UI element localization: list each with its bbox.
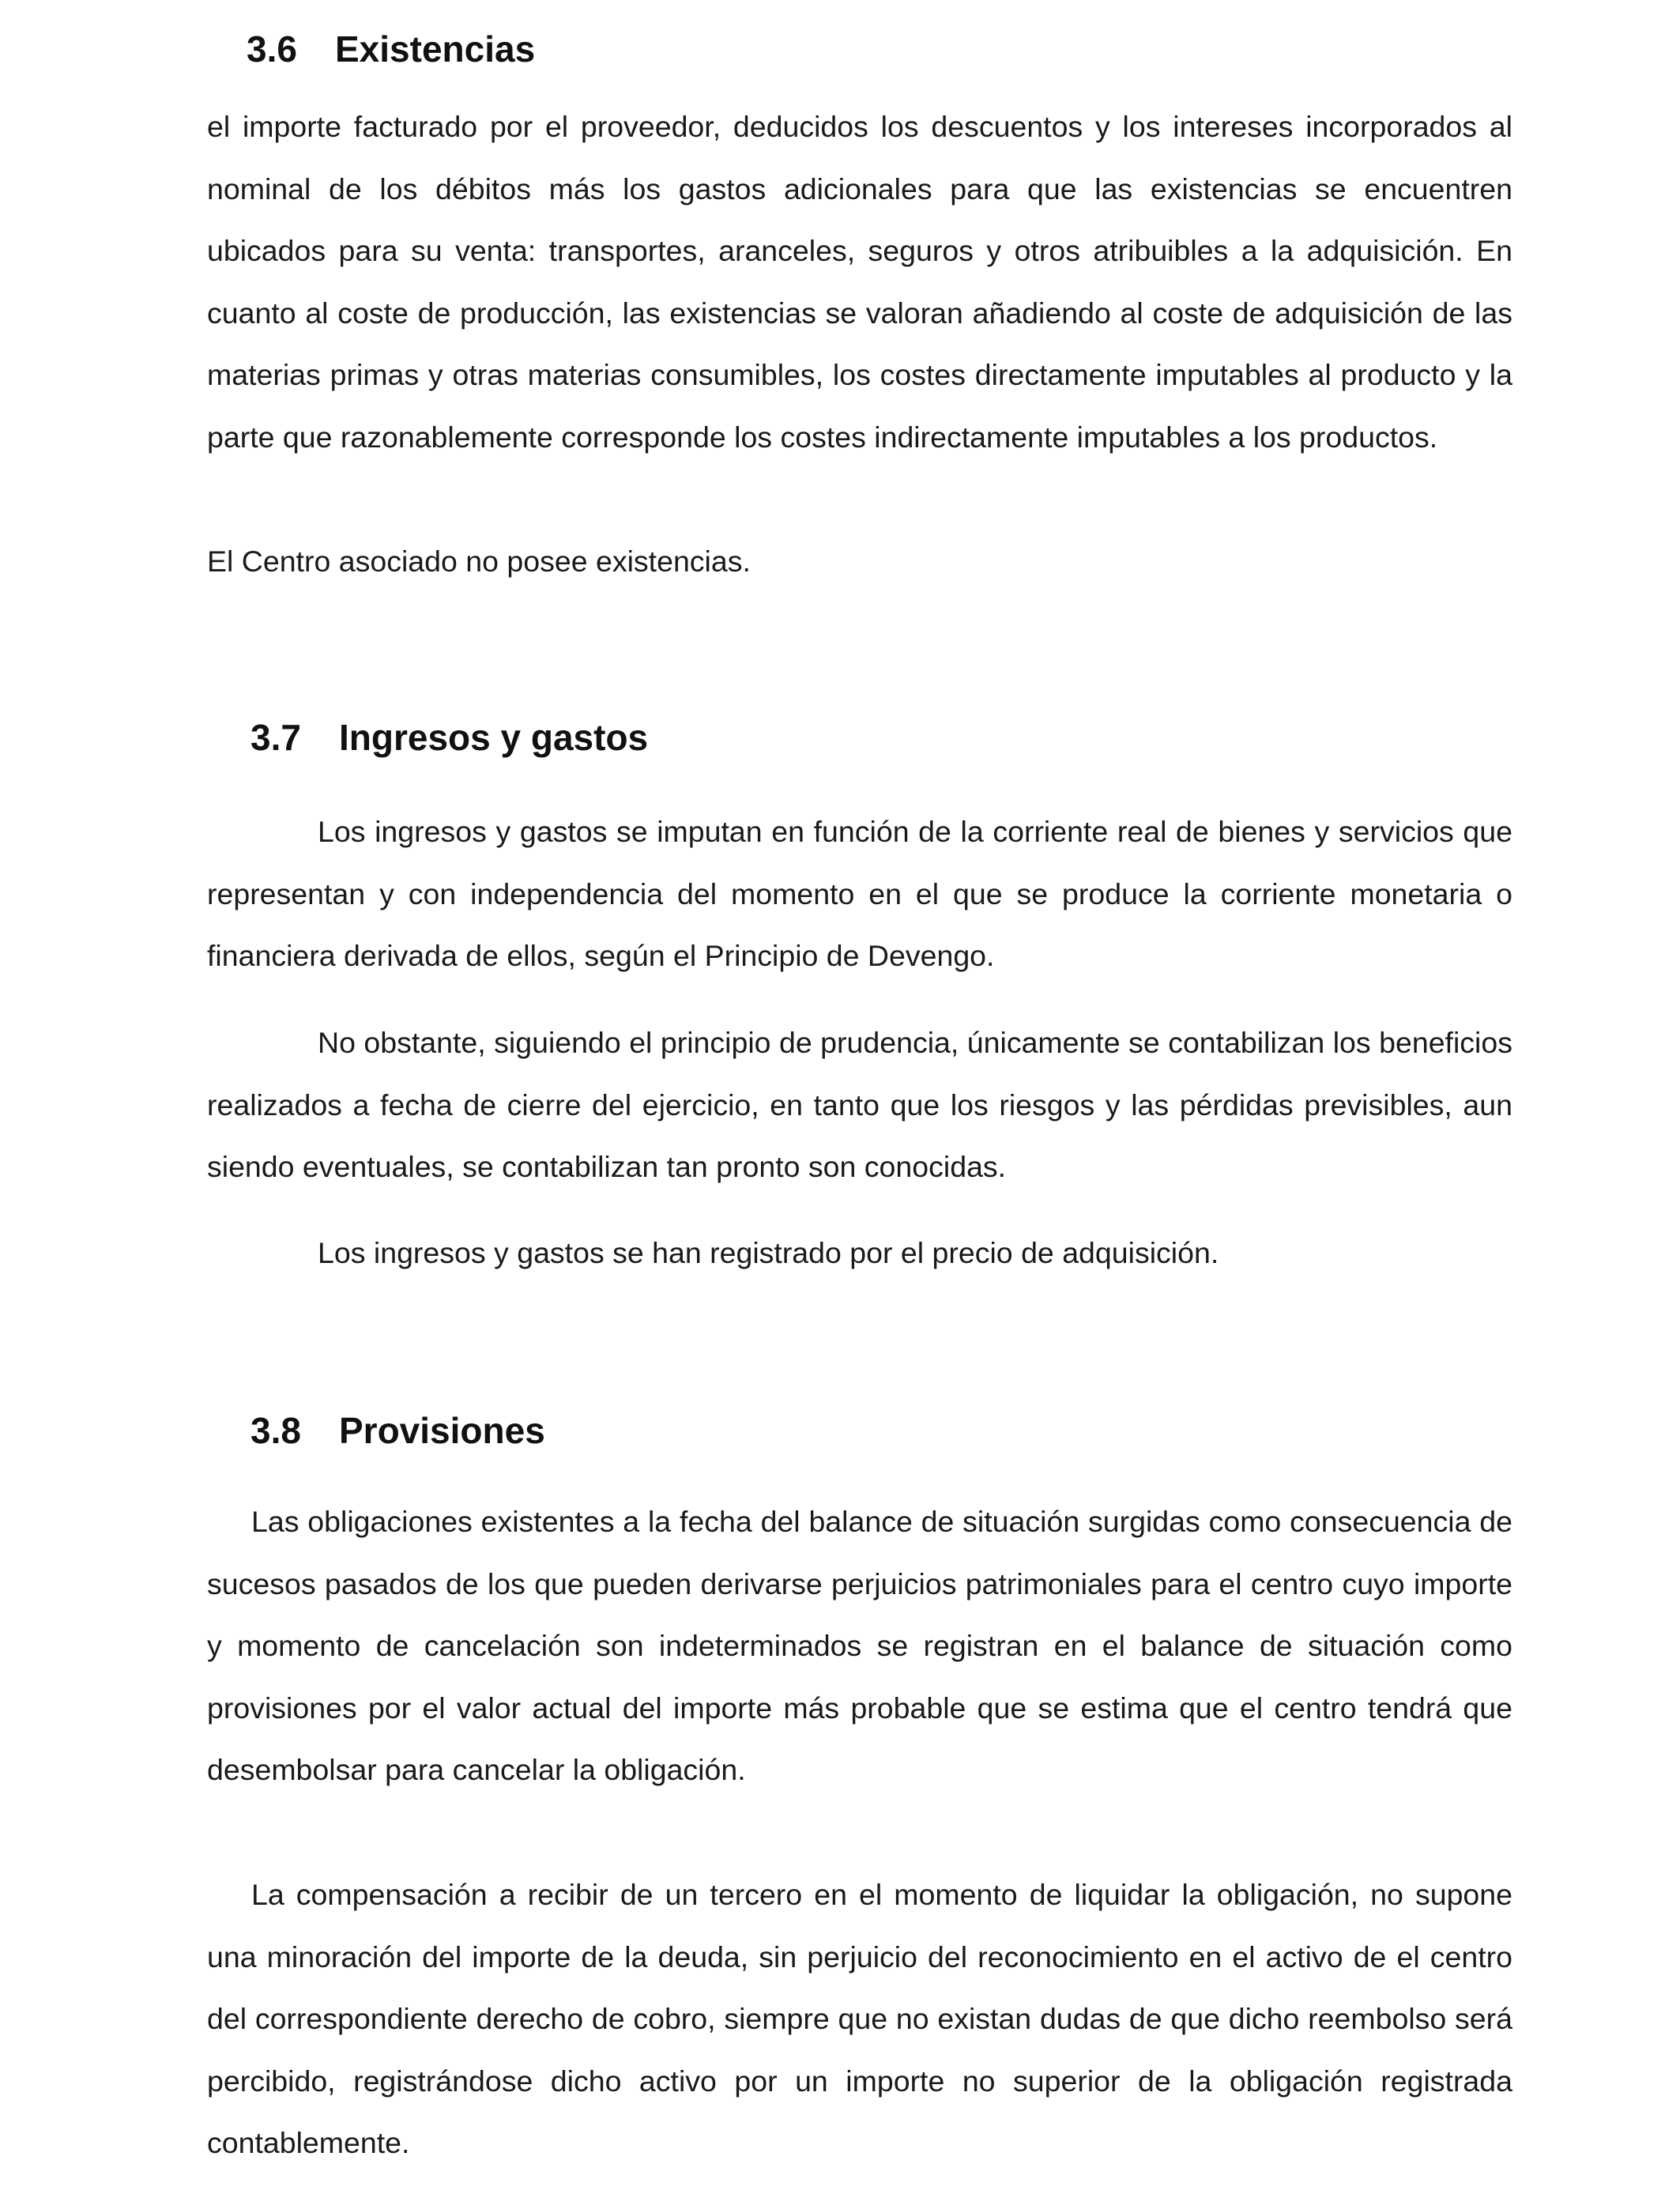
section-number: 3.8 <box>250 1410 301 1451</box>
paragraph-provisiones-obligaciones: Las obligaciones existentes a la fecha del balance de situación surgidas como consecuencia de sucesos pasados de los que pueden derivarse perjuicios patrimoniales para el centro cuyo importe y momento de cancelación son indeterminados se registran en el balance de situación como provisiones por el valor actual del importe más probable que se estima que el centro tendrá que desembolsar para cancelar la obligación. <box>207 1505 1512 1786</box>
section-number: 3.6 <box>247 28 297 70</box>
paragraph-existencias-statement: El Centro asociado no posee existencias. <box>207 545 751 578</box>
paragraph-ingresos-precio: Los ingresos y gastos se han registrado por el precio de adquisición. <box>318 1236 1219 1269</box>
section-heading-provisiones <box>250 1408 545 1453</box>
section-number: 3.7 <box>250 717 301 758</box>
paragraph-existencias-valuation: el importe facturado por el proveedor, deducidos los descuentos y los intereses incorporados al nominal de los débitos más los gastos adicionales para que las existencias se encuentren ubicados para su venta: transportes, aranceles, seguros y otros atribuibles a la adquisición. En cuanto al coste de producción, las existencias se valoran añadiendo al coste de adquisición de las materias primas y otras materias consumibles, los costes directamente imputables al producto y la parte que razonablemente corresponde los costes indirectamente imputables a los productos. <box>207 110 1512 454</box>
section-title: Ingresos y gastos <box>339 717 649 758</box>
section-heading-existencias <box>247 27 535 71</box>
paragraph-ingresos-imputacion: Los ingresos y gastos se imputan en función de la corriente real de bienes y servicios que representan y con independencia del momento en el que se produce la corriente monetaria o financiera derivada de ellos, según el Principio de Devengo. <box>207 815 1512 972</box>
section-heading-ingresos-y-gastos <box>250 715 648 760</box>
section-title: Provisiones <box>339 1410 545 1451</box>
paragraph-ingresos-prudencia: No obstante, siguiendo el principio de prudencia, únicamente se contabilizan los beneficios realizados a fecha de cierre del ejercicio, en tanto que los riesgos y las pérdidas previsibles, aun siendo eventuales, se contabilizan tan pronto son conocidas. <box>207 1026 1512 1183</box>
section-title: Existencias <box>335 28 536 70</box>
paragraph-provisiones-compensacion: La compensación a recibir de un tercero en el momento de liquidar la obligación, no supone una minoración del importe de la deuda, sin perjuicio del reconocimiento en el activo de el centro del correspondiente derecho de cobro, siempre que no existan dudas de que dicho reembolso será percibido, registrándose dicho activo por un importe no superior de la obligación registrada contablemente. <box>207 1878 1512 2159</box>
